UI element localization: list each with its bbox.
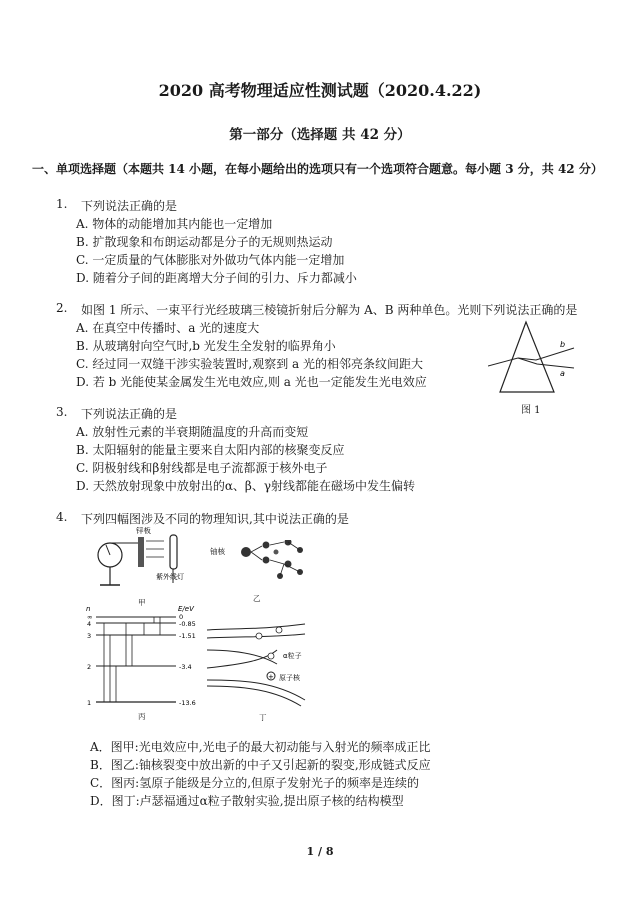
ray-a [518,358,574,368]
option-c: C. 经过同一双缝干涉实验装置时,观察到 a 光的相邻亮条纹间距大 [76,357,423,371]
option-c: C．图丙:氢原子能级是分立的,但原子发射光子的频率是连续的 [90,776,420,790]
figure-bing [84,602,214,706]
level-e: -0.85 [179,620,196,628]
question-number: 1. [56,197,68,211]
page-title: 2020 高考物理适应性测试题（2020.4.22) [158,81,482,100]
part-title: 第一部分（选择题 共 42 分） [229,127,411,143]
prism-figure [488,318,578,398]
option-c: C. 一定质量的气体膨胀对外做功气体内能一定增加 [76,253,345,267]
option-d: D. 若 b 光能使某金属发生光电效应,则 a 光也一定能发生光电效应 [76,375,427,389]
alpha-label: α粒子 [283,652,302,660]
uv-lamp-label: 紫外线灯 [156,573,184,581]
figure-caption: 丁 [259,713,267,722]
option-a: A. 在真空中传播时、a 光的速度大 [76,321,260,335]
question-stem: 如图 1 所示、一束平行光经玻璃三棱镜折射后分解为 A、B 两种单色。光则下列说法正确的是 [81,303,578,317]
level-n: 2 [87,663,92,671]
figure-caption: 甲 [138,598,146,607]
nucleus-label: 原子核 [279,674,300,682]
level-e: -1.51 [179,632,196,640]
figure-caption: 丙 [138,712,146,721]
option-c: C. 阴极射线和β射线都是电子流都源于核外电子 [76,461,328,475]
option-b: B. 太阳辐射的能量主要来自太阳内部的核聚变反应 [76,443,345,457]
level-n: 3 [87,632,92,640]
question-stem: 下列说法正确的是 [81,199,178,213]
level-e: -13.6 [179,699,196,706]
figure-ding [205,620,315,708]
option-d: D．图丁:卢瑟福通过α粒子散射实验,提出原子核的结构模型 [90,794,404,808]
level-e: 0 [179,613,184,621]
option-a: A．图甲:光电效应中,光电子的最大初动能与入射光的频率成正比 [90,740,431,754]
level-n: 4 [87,620,92,628]
option-a: A. 物体的动能增加其内能也一定增加 [76,217,273,231]
question-number: 3. [56,405,68,419]
n-label: n [86,605,91,613]
question-stem: 下列说法正确的是 [81,407,178,421]
option-b: B．图乙:铀核裂变中放出新的中子又引起新的裂变,形成链式反应 [90,758,431,772]
figure-jia [92,527,202,597]
level-e: -3.4 [179,663,192,671]
incident-ray [488,358,518,366]
svg-text:+: + [268,673,274,681]
option-b: B. 从玻璃射向空气时,b 光发生全发射的临界角小 [76,339,336,353]
level-n: 1 [87,699,92,706]
label-a: a [560,369,565,378]
section-header: 一、单项选择题（本题共 14 小题，在每小题给出的选项只有一个选项符合题意。每小题 3 分，共 42 分） [32,162,603,176]
e-label: E/eV [178,605,194,613]
option-d: D. 天然放射现象中放射出的α、β、γ射线都能在磁场中发生偏转 [76,479,416,493]
figure-caption: 图 1 [521,405,541,416]
question-number: 4. [56,510,68,524]
question-number: 2. [56,301,68,315]
zinc-plate-label: 锌板 [136,527,151,535]
page-number: 1 / 8 [306,845,334,858]
ray-b [518,348,574,360]
label-b: b [560,340,566,349]
uv-lamp-shape [170,535,177,569]
option-d: D. 随着分子间的距离增大分子间的引力、斥力都减小 [76,271,357,285]
question-stem: 下列四幅图涉及不同的物理知识,其中说法正确的是 [81,512,349,526]
zinc-plate-shape [138,537,144,567]
figure-yi [210,540,310,584]
figure-caption: 乙 [253,594,261,603]
option-b: B. 扩散现象和布朗运动都是分子的无规则热运动 [76,235,333,249]
option-a: A. 放射性元素的半衰期随温度的升高而变短 [76,425,309,439]
level-n: ∞ [87,613,93,621]
uranium-label: 铀核 [210,547,225,556]
